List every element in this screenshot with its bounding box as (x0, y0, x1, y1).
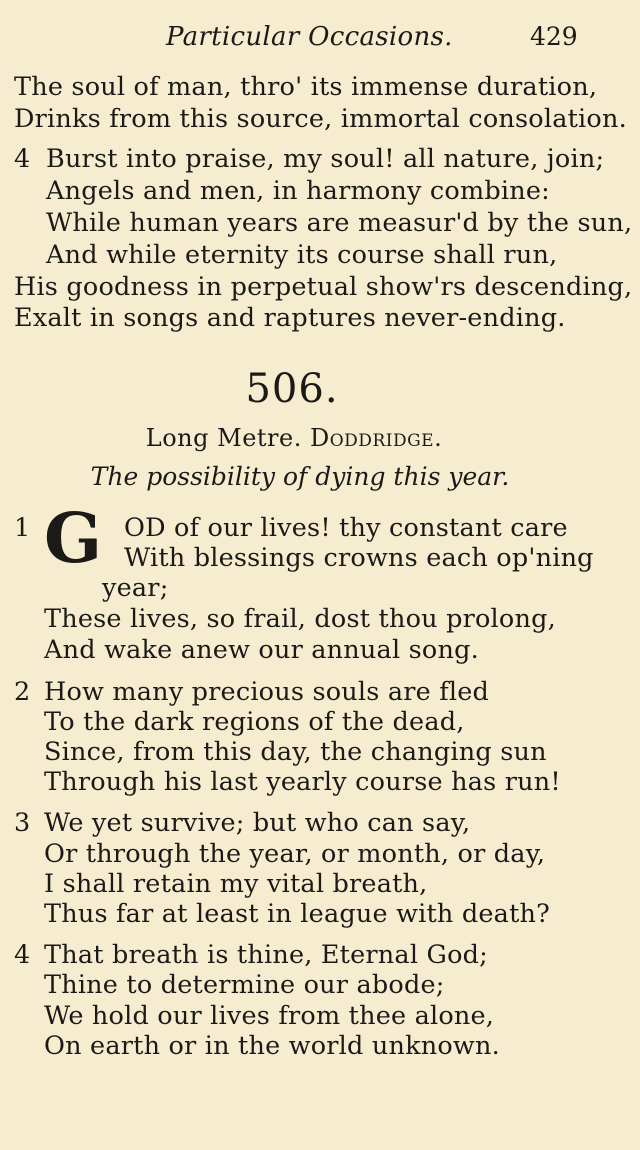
verse-line: Drinks from this source, immortal consolation. (14, 104, 627, 134)
stanza-number: 3 (14, 808, 31, 838)
verse-line: year; (102, 573, 169, 603)
verse-line: Thus far at least in league with death? (44, 899, 551, 929)
verse-line: We yet survive; but who can say, (44, 808, 471, 838)
verse-line: Burst into praise, my soul! all nature, join; (46, 144, 605, 174)
verse-line: On earth or in the world unknown. (44, 1031, 500, 1061)
stanza-number: 2 (14, 677, 31, 707)
verse-line: Thine to determine our abode; (44, 970, 445, 1000)
hymn-meter-author (0, 424, 588, 452)
verse-line: The soul of man, thro' its immense duration, (14, 72, 598, 102)
hymn-subject: The possibility of dying this year. (90, 462, 510, 491)
drop-cap: G (44, 499, 103, 579)
verse-line: And wake anew our annual song. (44, 635, 479, 665)
verse-line: We hold our lives from thee alone, (44, 1001, 495, 1031)
verse-line: I shall retain my vital breath, (44, 869, 428, 899)
page-number: 429 (530, 22, 578, 51)
verse-line: These lives, so frail, dost thou prolong, (44, 604, 556, 634)
stanza-number: 4 (14, 144, 31, 174)
verse-line: His goodness in perpetual show'rs descending, (14, 272, 633, 302)
page-header (0, 22, 640, 56)
stanza-number: 1 (14, 513, 31, 543)
verse-line: While human years are measur'd by the sun, (46, 208, 633, 238)
running-title: Particular Occasions. (166, 22, 453, 52)
hymn-author: Doddridge. (310, 424, 443, 452)
verse-line: OD of our lives! thy constant care (124, 513, 568, 543)
verse-line: Angels and men, in harmony combine: (46, 176, 550, 206)
verse-line: To the dark regions of the dead, (44, 707, 465, 737)
stanza-number: 4 (14, 940, 31, 970)
verse-line: Since, from this day, the changing sun (44, 737, 547, 767)
verse-line: Through his last yearly course has run! (44, 767, 561, 797)
verse-line: And while eternity its course shall run, (46, 240, 558, 270)
verse-line: Or through the year, or month, or day, (44, 839, 546, 869)
verse-line: How many precious souls are fled (44, 677, 490, 707)
verse-line: With blessings crowns each op'ning (124, 543, 594, 573)
verse-line: Exalt in songs and raptures never-ending. (14, 303, 566, 333)
verse-line: That breath is thine, Eternal God; (44, 940, 488, 970)
hymn-number: 506. (245, 366, 339, 412)
hymn-meter: Long Metre. (145, 424, 302, 452)
